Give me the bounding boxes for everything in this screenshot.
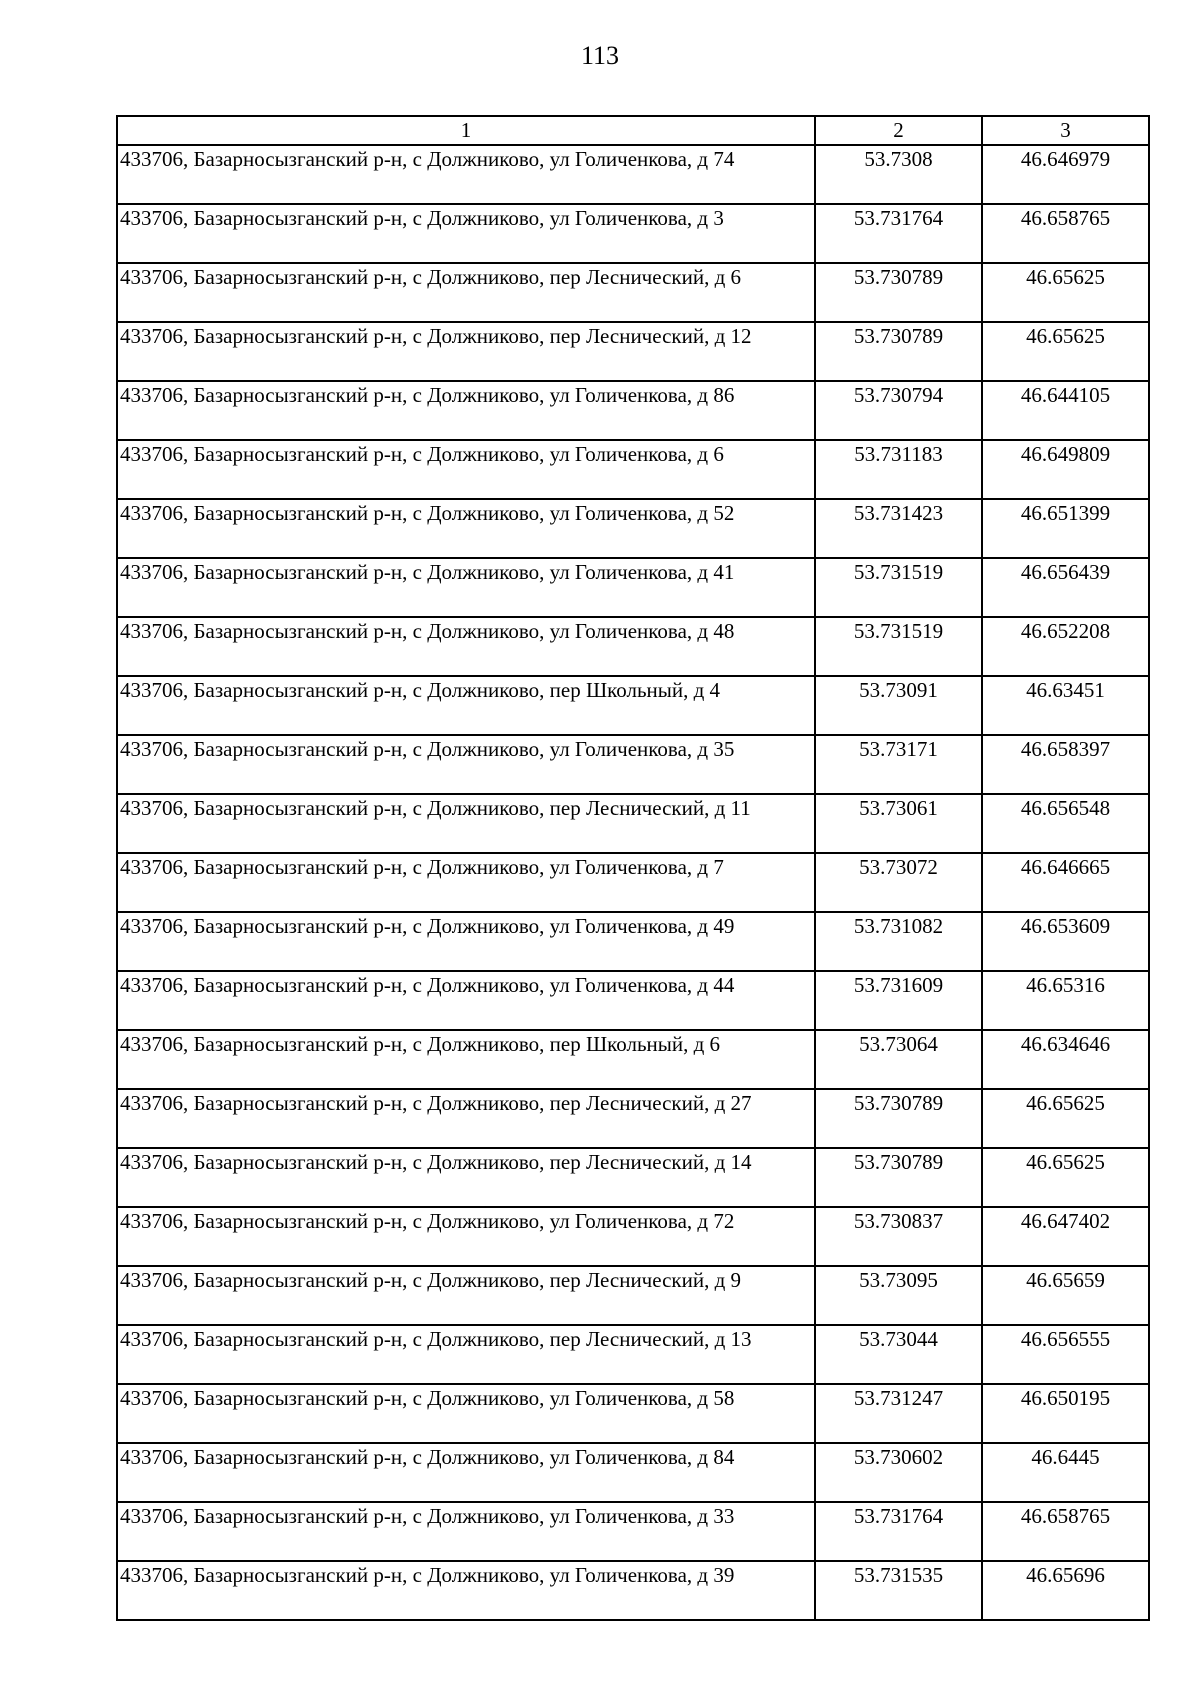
table-row [117, 1089, 1149, 1148]
longitude-cell: 46.647402 [982, 1207, 1149, 1266]
latitude-cell: 53.731764 [815, 1502, 982, 1561]
table-row [117, 1030, 1149, 1089]
longitude-cell: 46.656555 [982, 1325, 1149, 1384]
longitude-cell: 46.634646 [982, 1030, 1149, 1089]
latitude-cell: 53.731183 [815, 440, 982, 499]
table-row [117, 912, 1149, 971]
latitude-cell: 53.73095 [815, 1266, 982, 1325]
longitude-cell: 46.644105 [982, 381, 1149, 440]
longitude-cell: 46.65696 [982, 1561, 1149, 1620]
address-cell: 433706, Базарносызганский р-н, с Должниково, пер Леснический, д 6 [117, 263, 815, 322]
address-cell: 433706, Базарносызганский р-н, с Должниково, ул Голиченкова, д 86 [117, 381, 815, 440]
address-cell: 433706, Базарносызганский р-н, с Должниково, ул Голиченкова, д 49 [117, 912, 815, 971]
latitude-cell: 53.731423 [815, 499, 982, 558]
longitude-cell: 46.656439 [982, 558, 1149, 617]
longitude-cell: 46.65625 [982, 322, 1149, 381]
longitude-cell: 46.653609 [982, 912, 1149, 971]
latitude-cell: 53.731247 [815, 1384, 982, 1443]
table-row [117, 381, 1149, 440]
table-row [117, 440, 1149, 499]
longitude-cell: 46.649809 [982, 440, 1149, 499]
column-header-3: 3 [982, 116, 1149, 145]
table-body [117, 145, 1149, 1620]
table-row [117, 1266, 1149, 1325]
table-row [117, 971, 1149, 1030]
table-row [117, 204, 1149, 263]
address-cell: 433706, Базарносызганский р-н, с Должниково, ул Голиченкова, д 3 [117, 204, 815, 263]
address-cell: 433706, Базарносызганский р-н, с Должниково, ул Голиченкова, д 74 [117, 145, 815, 204]
address-cell: 433706, Базарносызганский р-н, с Должниково, ул Голиченкова, д 33 [117, 1502, 815, 1561]
address-coordinates-table [116, 115, 1150, 1621]
longitude-cell: 46.6445 [982, 1443, 1149, 1502]
table-row [117, 322, 1149, 381]
longitude-cell: 46.656548 [982, 794, 1149, 853]
latitude-cell: 53.7308 [815, 145, 982, 204]
latitude-cell: 53.730837 [815, 1207, 982, 1266]
latitude-cell: 53.73171 [815, 735, 982, 794]
address-cell: 433706, Базарносызганский р-н, с Должниково, пер Леснический, д 14 [117, 1148, 815, 1207]
latitude-cell: 53.730789 [815, 1089, 982, 1148]
longitude-cell: 46.652208 [982, 617, 1149, 676]
longitude-cell: 46.65316 [982, 971, 1149, 1030]
longitude-cell: 46.650195 [982, 1384, 1149, 1443]
address-cell: 433706, Базарносызганский р-н, с Должниково, ул Голиченкова, д 6 [117, 440, 815, 499]
address-cell: 433706, Базарносызганский р-н, с Должниково, пер Леснический, д 27 [117, 1089, 815, 1148]
address-cell: 433706, Базарносызганский р-н, с Должниково, ул Голиченкова, д 39 [117, 1561, 815, 1620]
table-row [117, 676, 1149, 735]
longitude-cell: 46.65625 [982, 263, 1149, 322]
address-cell: 433706, Базарносызганский р-н, с Должниково, ул Голиченкова, д 44 [117, 971, 815, 1030]
address-cell: 433706, Базарносызганский р-н, с Должниково, пер Леснический, д 11 [117, 794, 815, 853]
address-cell: 433706, Базарносызганский р-н, с Должниково, ул Голиченкова, д 48 [117, 617, 815, 676]
longitude-cell: 46.646665 [982, 853, 1149, 912]
table-row [117, 1325, 1149, 1384]
table-row [117, 499, 1149, 558]
address-cell: 433706, Базарносызганский р-н, с Должниково, ул Голиченкова, д 35 [117, 735, 815, 794]
latitude-cell: 53.731519 [815, 558, 982, 617]
address-cell: 433706, Базарносызганский р-н, с Должниково, ул Голиченкова, д 72 [117, 1207, 815, 1266]
table-row [117, 1148, 1149, 1207]
longitude-cell: 46.65659 [982, 1266, 1149, 1325]
address-cell: 433706, Базарносызганский р-н, с Должниково, ул Голиченкова, д 58 [117, 1384, 815, 1443]
page-number: 113 [580, 41, 620, 70]
address-cell: 433706, Базарносызганский р-н, с Должниково, пер Леснический, д 12 [117, 322, 815, 381]
column-header-2: 2 [815, 116, 982, 145]
address-cell: 433706, Базарносызганский р-н, с Должниково, ул Голиченкова, д 7 [117, 853, 815, 912]
longitude-cell: 46.658765 [982, 1502, 1149, 1561]
latitude-cell: 53.731609 [815, 971, 982, 1030]
latitude-cell: 53.73064 [815, 1030, 982, 1089]
latitude-cell: 53.730789 [815, 322, 982, 381]
address-cell: 433706, Базарносызганский р-н, с Должниково, пер Школьный, д 4 [117, 676, 815, 735]
table-row [117, 853, 1149, 912]
table-row [117, 145, 1149, 204]
address-cell: 433706, Базарносызганский р-н, с Должниково, пер Леснический, д 13 [117, 1325, 815, 1384]
latitude-cell: 53.73091 [815, 676, 982, 735]
longitude-cell: 46.63451 [982, 676, 1149, 735]
longitude-cell: 46.646979 [982, 145, 1149, 204]
longitude-cell: 46.651399 [982, 499, 1149, 558]
table-row [117, 558, 1149, 617]
longitude-cell: 46.65625 [982, 1148, 1149, 1207]
latitude-cell: 53.730789 [815, 263, 982, 322]
header-row [117, 116, 1149, 145]
address-cell: 433706, Базарносызганский р-н, с Должниково, ул Голиченкова, д 84 [117, 1443, 815, 1502]
address-cell: 433706, Базарносызганский р-н, с Должниково, ул Голиченкова, д 41 [117, 558, 815, 617]
latitude-cell: 53.73072 [815, 853, 982, 912]
column-header-1: 1 [117, 116, 815, 145]
table-row [117, 1561, 1149, 1620]
address-cell: 433706, Базарносызганский р-н, с Должниково, пер Школьный, д 6 [117, 1030, 815, 1089]
table-row [117, 735, 1149, 794]
longitude-cell: 46.658397 [982, 735, 1149, 794]
latitude-cell: 53.730602 [815, 1443, 982, 1502]
table-row [117, 1384, 1149, 1443]
table-row [117, 1443, 1149, 1502]
table-row [117, 1502, 1149, 1561]
latitude-cell: 53.731535 [815, 1561, 982, 1620]
latitude-cell: 53.73061 [815, 794, 982, 853]
latitude-cell: 53.730794 [815, 381, 982, 440]
latitude-cell: 53.731764 [815, 204, 982, 263]
latitude-cell: 53.73044 [815, 1325, 982, 1384]
latitude-cell: 53.731519 [815, 617, 982, 676]
table-row [117, 794, 1149, 853]
longitude-cell: 46.658765 [982, 204, 1149, 263]
table-row [117, 617, 1149, 676]
address-cell: 433706, Базарносызганский р-н, с Должниково, пер Леснический, д 9 [117, 1266, 815, 1325]
longitude-cell: 46.65625 [982, 1089, 1149, 1148]
address-cell: 433706, Базарносызганский р-н, с Должниково, ул Голиченкова, д 52 [117, 499, 815, 558]
latitude-cell: 53.731082 [815, 912, 982, 971]
table-row [117, 1207, 1149, 1266]
table-row [117, 263, 1149, 322]
latitude-cell: 53.730789 [815, 1148, 982, 1207]
